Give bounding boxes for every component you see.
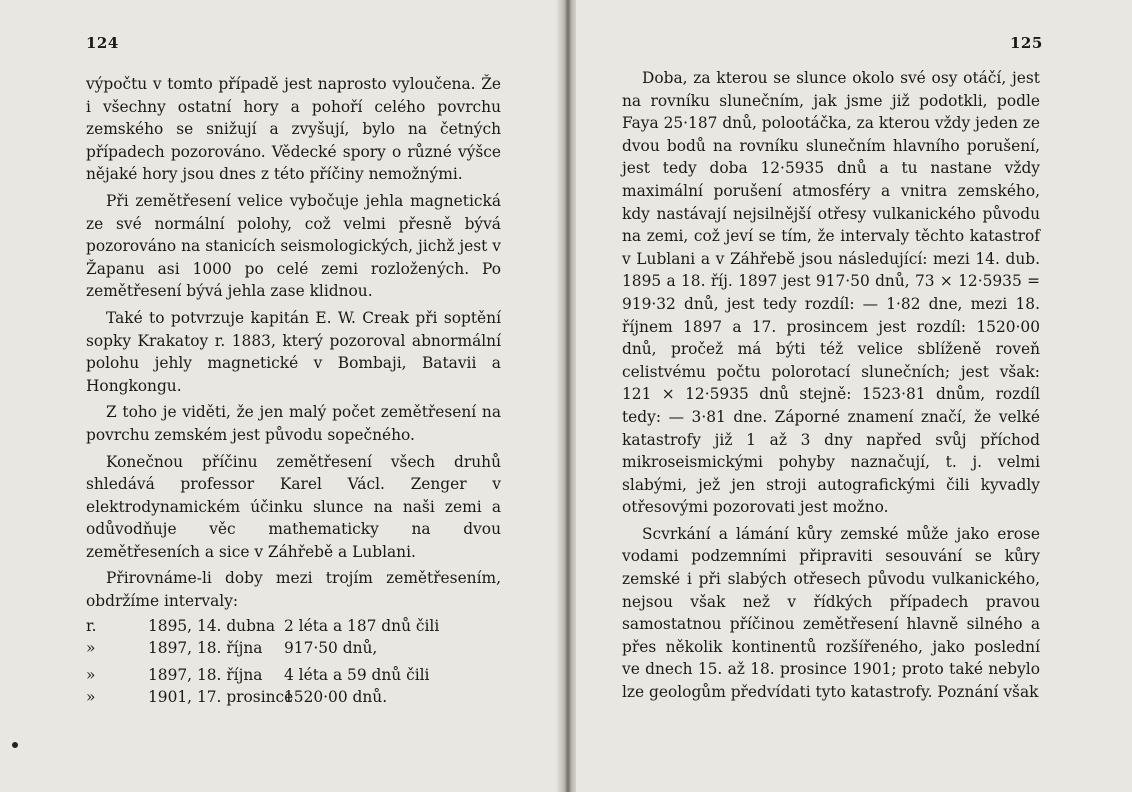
paragraph: výpočtu v tomto případě jest naprosto vyloučena. Že i všechny ostatní hory a pohoří celého povrchu zemského se snižují a zvyšují, bylo na četných případech pozorováno. Vědecké spory o různé výšce nějaké hory jsou dnes z této příčiny nemožnými. — [86, 75, 501, 184]
interval-row — [86, 686, 501, 709]
ink-dot — [12, 742, 18, 748]
row-result: 4 léta a 59 dnů čili — [284, 665, 430, 684]
row-result: 1520·00 dnů. — [284, 688, 388, 707]
paragraph: Také to potvrzuje kapitán E. W. Creak při soptění sopky Krakatoy r. 1883, který pozoroval abnormální polohu jehly magnetické v Bombaji, Batavii a Hongkongu. — [86, 308, 501, 395]
paragraph: Scvrkání a lámání kůry zemské může jako erose vodami podzemními připraviti sesouvání se kůry zemské i při slabých otřesech původu vulkanického, nejsou však než v řídkých případech pravou samostatnou příčinou zemětřesení hlavně silného a přes několik kontinentů rozšířeného, jako poslední ve dnech 15. až 18. prosince 1901; proto také nebylo lze geologům předvídati tyto katastrofy. Poznání však — [622, 524, 1040, 702]
interval-row — [86, 637, 501, 660]
interval-table — [86, 615, 501, 709]
paragraph: Doba, za kterou se slunce okolo své osy otáčí, jest na rovníku slunečním, jak jsme již podotkli, podle Faya 25·187 dnů, polootáčka, za kterou vždy jeden ze dvou bodů na rovníku slunečním hlavního porušení, jest tedy doba 12·5935 dnů a tu nastane vždy maximální porušení atmosféry a vnitra zemského, kdy nastávají nejsilnější otřesy vulkanického původu na zemi, což jeví se tím, že intervaly těchto katastrof v Lublani a v Záhřebě jsou následující: mezi 14. dub. 1895 a 18. říj. 1897 jest 917·50 dnů, 73 × 12·5935 = 919·32 dnů, jest tedy rozdíl: — 1·82 dne, mezi 18. říjnem 1897 a 17. prosincem jest rozdíl: 1520·00 dnů, pročež má býti též velice sblíženě roveň celistvému počtu polorotací slunečních; jest však: 121 × 12·5935 dnů stejně: 1523·81 dnům, rozdíl tedy: — 3·81 dne. Záporné znamení značí, že velké katastrofy již 1 až 3 dny napřed svůj příchod mikroseismickými pohyby naznačují, t. j. velmi slabými, jež jen stroji autografickými čili kyvadly otřesovými pozorovati jest možno. — [622, 69, 1040, 517]
interval-pair — [86, 664, 501, 709]
row-result: 917·50 dnů, — [284, 639, 378, 658]
paragraph: Přirovnáme-li doby mezi trojím zemětřesením, obdržíme intervaly: — [86, 569, 501, 611]
page-number-left: 124 — [86, 34, 119, 52]
row-prefix: » — [86, 665, 96, 684]
row-prefix: » — [86, 639, 96, 658]
page-number-right: 125 — [1010, 34, 1043, 52]
paragraph: Konečnou příčinu zemětřesení všech druhů shledává professor Karel Václ. Zenger v elektrodynamickém účinku slunce na naši zemi a odůvodňuje věc mathematicky na dvou zemětřeseních a sice v Záhřebě a Lublani. — [86, 452, 501, 561]
row-date: 1895, 14. dubna — [148, 616, 276, 635]
right-page — [576, 0, 1132, 792]
interval-pair — [86, 615, 501, 660]
left-page — [0, 0, 560, 792]
row-date: 1897, 18. října — [148, 665, 263, 684]
row-date: 1897, 18. října — [148, 639, 263, 658]
row-date: 1901, 17. prosince — [148, 688, 294, 707]
interval-row — [86, 615, 501, 638]
row-prefix: r. — [86, 616, 97, 635]
interval-row — [86, 664, 501, 687]
right-page-text — [622, 67, 1040, 704]
row-result: 2 léta a 187 dnů čili — [284, 616, 440, 635]
paragraph: Z toho je viděti, že jen malý počet zemětřesení na povrchu zemském jest původu sopečného. — [86, 403, 501, 444]
left-page-text — [86, 73, 501, 713]
row-prefix: » — [86, 688, 96, 707]
paragraph: Při zemětřesení velice vybočuje jehla magnetická ze své normální polohy, což velmi přesně bývá pozorováno na stanicích seismologických, jichž jest v Žapanu asi 1000 po celé zemi rozložených. Po zemětřesení bývá jehla zase klidnou. — [86, 191, 501, 301]
